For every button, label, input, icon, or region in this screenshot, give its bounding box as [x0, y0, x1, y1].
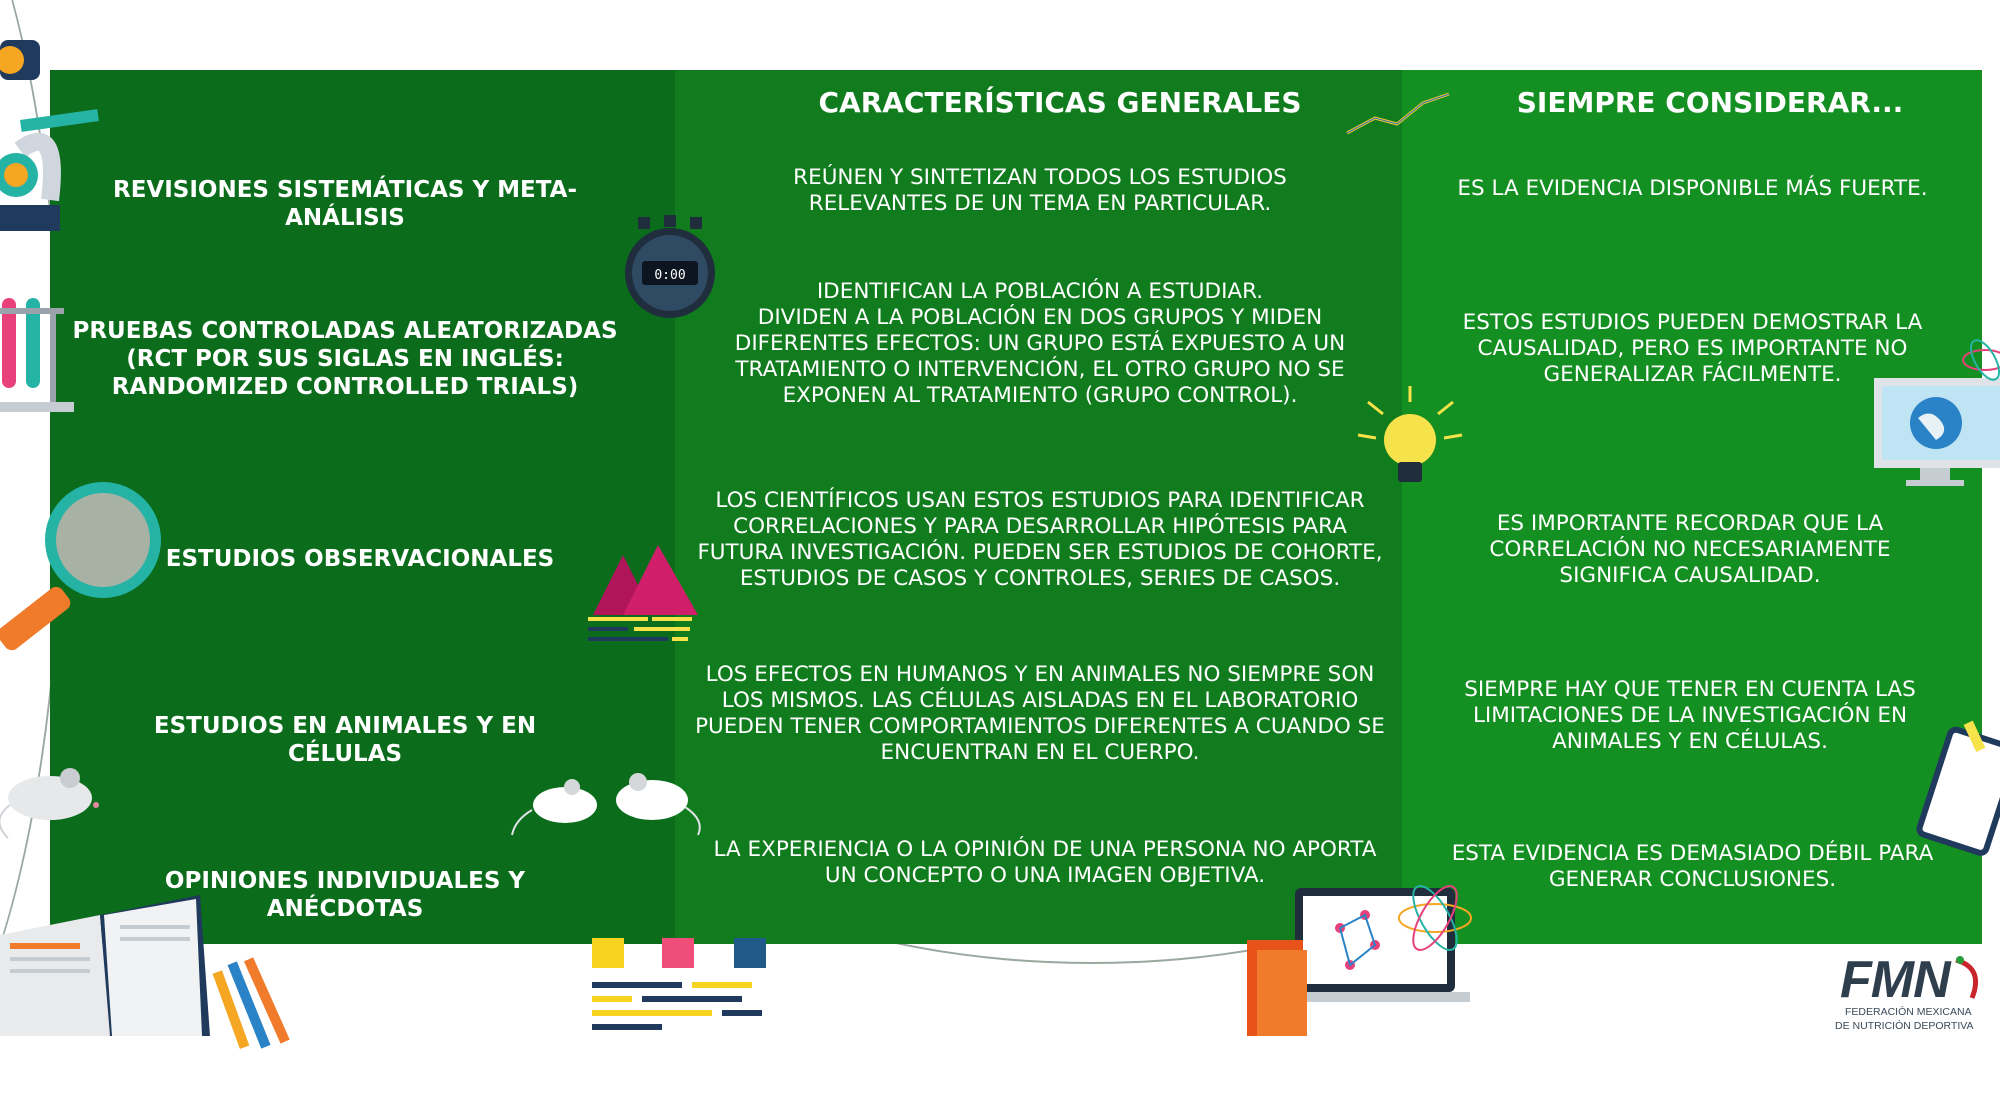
characteristics-header: CARACTERÍSTICAS GENERALES	[818, 86, 1302, 119]
logo-line-2: DE NUTRICIÓN DEPORTIVA	[1835, 1020, 1974, 1032]
globe-monitor-icon	[1870, 340, 2000, 490]
consider-header: SIEMPRE CONSIDERAR...	[1516, 86, 1904, 119]
study-label-animals-cells: ESTUDIOS EN ANIMALES Y EN CÉLULAS	[153, 713, 537, 767]
mountains-image-icon	[588, 545, 708, 650]
consider-text-rct: ESTOS ESTUDIOS PUEDEN DEMOSTRAR LA CAUSALIDAD, PERO ES IMPORTANTE NO GENERALIZAR FÁCILMENTE.	[1462, 310, 1923, 387]
study-label-rct: PRUEBAS CONTROLADAS ALEATORIZADAS (RCT POR SUS SIGLAS EN INGLÉS: RANDOMIZED CONTROLLED TRIALS)	[72, 318, 618, 400]
characteristics-text-animals-cells: LOS EFECTOS EN HUMANOS Y EN ANIMALES NO SIEMPRE SON LOS MISMOS. LAS CÉLULAS AISLADAS EN EL LABORATORIO PUEDEN TENER COMPORTAMIENTOS DIFERENTES A CUANDO SE ENCUENTRAN EN EL CUERPO.	[695, 662, 1385, 765]
consider-text-animals-cells: SIEMPRE HAY QUE TENER EN CUENTA LAS LIMITACIONES DE LA INVESTIGACIÓN EN ANIMALES Y EN CÉLULAS.	[1464, 677, 1916, 754]
mouse-icon	[0, 760, 110, 840]
microscope-icon	[0, 0, 110, 240]
open-book-icon	[0, 895, 210, 1036]
pencils-icon	[220, 950, 300, 1036]
consider-text-observational: ES IMPORTANTE RECORDAR QUE LA CORRELACIÓN NO NECESARIAMENTE SIGNIFICA CAUSALIDAD.	[1489, 511, 1891, 588]
characteristics-text-rct-line2: DIVIDEN A LA POBLACIÓN EN DOS GRUPOS Y MIDEN DIFERENTES EFECTOS: UN GRUPO ESTÁ EXPUESTO A UN TRATAMIENTO O INTERVENCIÓN, EL OTRO GRUPO NO SE EXPONEN AL TRATAMIENTO (GRUPO CONTROL).	[734, 305, 1346, 408]
study-label-observational: ESTUDIOS OBSERVACIONALES	[165, 546, 555, 572]
logo-swoosh-icon	[1950, 954, 1990, 1004]
mice-icon	[510, 765, 710, 845]
study-label-opinions: OPINIONES INDIVIDUALES Y ANÉCDOTAS	[164, 868, 526, 922]
consider-text-systematic-reviews: ES LA EVIDENCIA DISPONIBLE MÁS FUERTE.	[1457, 176, 1928, 201]
trend-line-icon	[1345, 88, 1455, 138]
characteristics-text-observational: LOS CIENTÍFICOS USAN ESTOS ESTUDIOS PARA IDENTIFICAR CORRELACIONES Y PARA DESARROLLAR HIPÓTESIS PARA FUTURA INVESTIGACIÓN. PUEDEN SER ESTUDIOS DE COHORTE, ESTUDIOS DE CASOS Y CONTROLES, SERIES DE CASOS.	[697, 488, 1383, 591]
logo-line-1: FEDERACIÓN MEXICANA	[1845, 1006, 1972, 1018]
fmn-logo	[1830, 950, 2000, 1036]
logo-initials: FMN	[1840, 951, 1950, 1009]
magnifying-glass-icon	[0, 470, 170, 650]
stopwatch-icon	[620, 215, 720, 320]
light-bulb-icon	[1338, 380, 1478, 500]
characteristics-text-rct-line1: IDENTIFICAN LA POBLACIÓN A ESTUDIAR.	[816, 279, 1264, 304]
characteristics-text-systematic-reviews: REÚNEN Y SINTETIZAN TODOS LOS ESTUDIOS RELEVANTES DE UN TEMA EN PARTICULAR.	[793, 165, 1287, 216]
test-tubes-icon	[0, 290, 80, 430]
characteristics-text-opinions: LA EXPERIENCIA O LA OPINIÓN DE UNA PERSONA NO APORTA UN CONCEPTO O UNA IMAGEN OBJETIVA.	[713, 837, 1377, 888]
laptop-molecule-icon	[1245, 870, 1495, 1036]
notebook-icon	[1925, 715, 2000, 845]
color-swatches-icon	[592, 938, 772, 1033]
stopwatch-display: 0:00	[654, 268, 686, 283]
study-label-systematic-reviews: REVISIONES SISTEMÁTICAS Y META-ANÁLISIS	[113, 177, 577, 231]
consider-text-opinions: ESTA EVIDENCIA ES DEMASIADO DÉBIL PARA GENERAR CONCLUSIONES.	[1451, 841, 1934, 892]
